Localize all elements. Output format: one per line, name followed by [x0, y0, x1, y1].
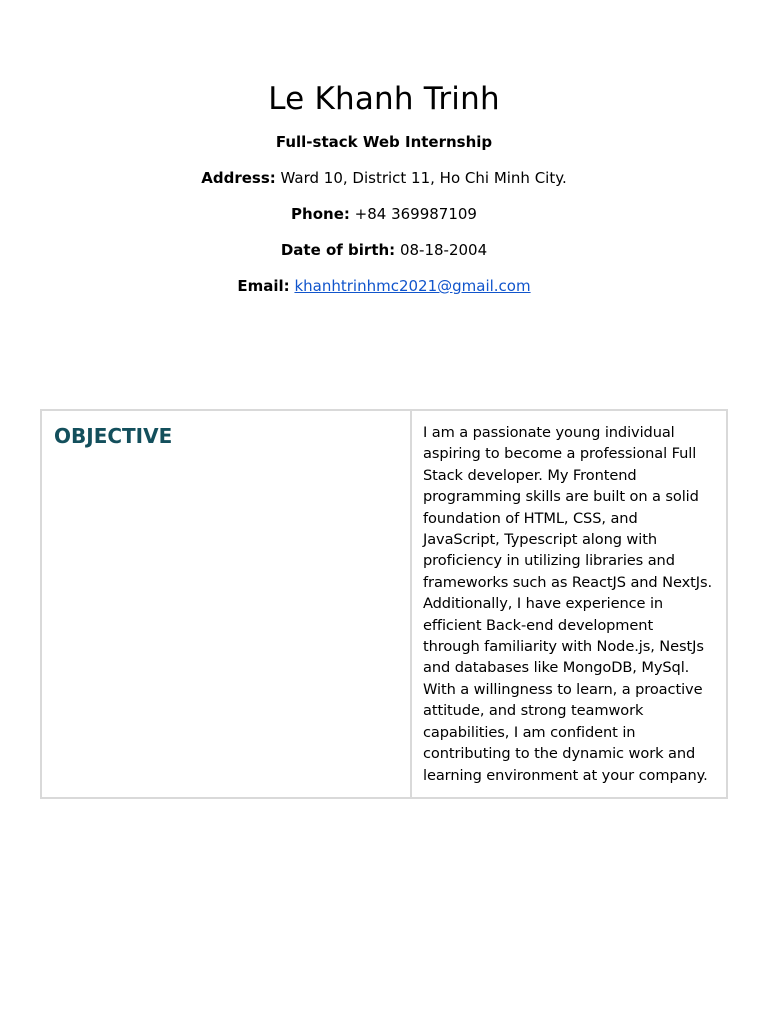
phone-label: Phone: — [291, 205, 350, 223]
job-title: Full-stack Web Internship — [275, 133, 493, 151]
resume-header — [0, 78, 768, 312]
phone-value: +84 369987109 — [354, 205, 477, 223]
candidate-name: Le Khanh Trinh — [268, 81, 500, 117]
email-line — [0, 276, 768, 296]
dob-line — [0, 240, 768, 260]
address-line — [0, 168, 768, 188]
dob-label: Date of birth: — [280, 241, 396, 259]
objective-table — [40, 409, 728, 799]
address-label: Address: — [201, 169, 276, 187]
email-link[interactable]: khanhtrinhmc2021@gmail.com — [294, 277, 531, 295]
objective-body: I am a passionate young individual aspiring to become a professional Full Stack developer. My Frontend programming skills are built on a solid foundation of HTML, CSS, and JavaScript, Typescript along with proficiency in utilizing libraries and frameworks such as ReactJS and NextJs. Additionally, I have experience in efficient Back-end development through familiarity with Node.js, NestJs and databases like MongoDB, MySql. With a willingness to learn, a proactive attitude, and strong teamwork capabilities, I am confident in contributing to the dynamic work and learning environment at your company. — [423, 424, 712, 784]
objective-title: OBJECTIVE — [54, 424, 173, 448]
objective-body-cell — [411, 410, 727, 798]
phone-line — [0, 204, 768, 224]
email-label: Email: — [237, 277, 290, 295]
objective-title-cell — [41, 410, 411, 798]
objective-row — [41, 410, 727, 798]
address-value: Ward 10, District 11, Ho Chi Minh City. — [280, 169, 567, 187]
dob-value: 08-18-2004 — [399, 241, 488, 259]
